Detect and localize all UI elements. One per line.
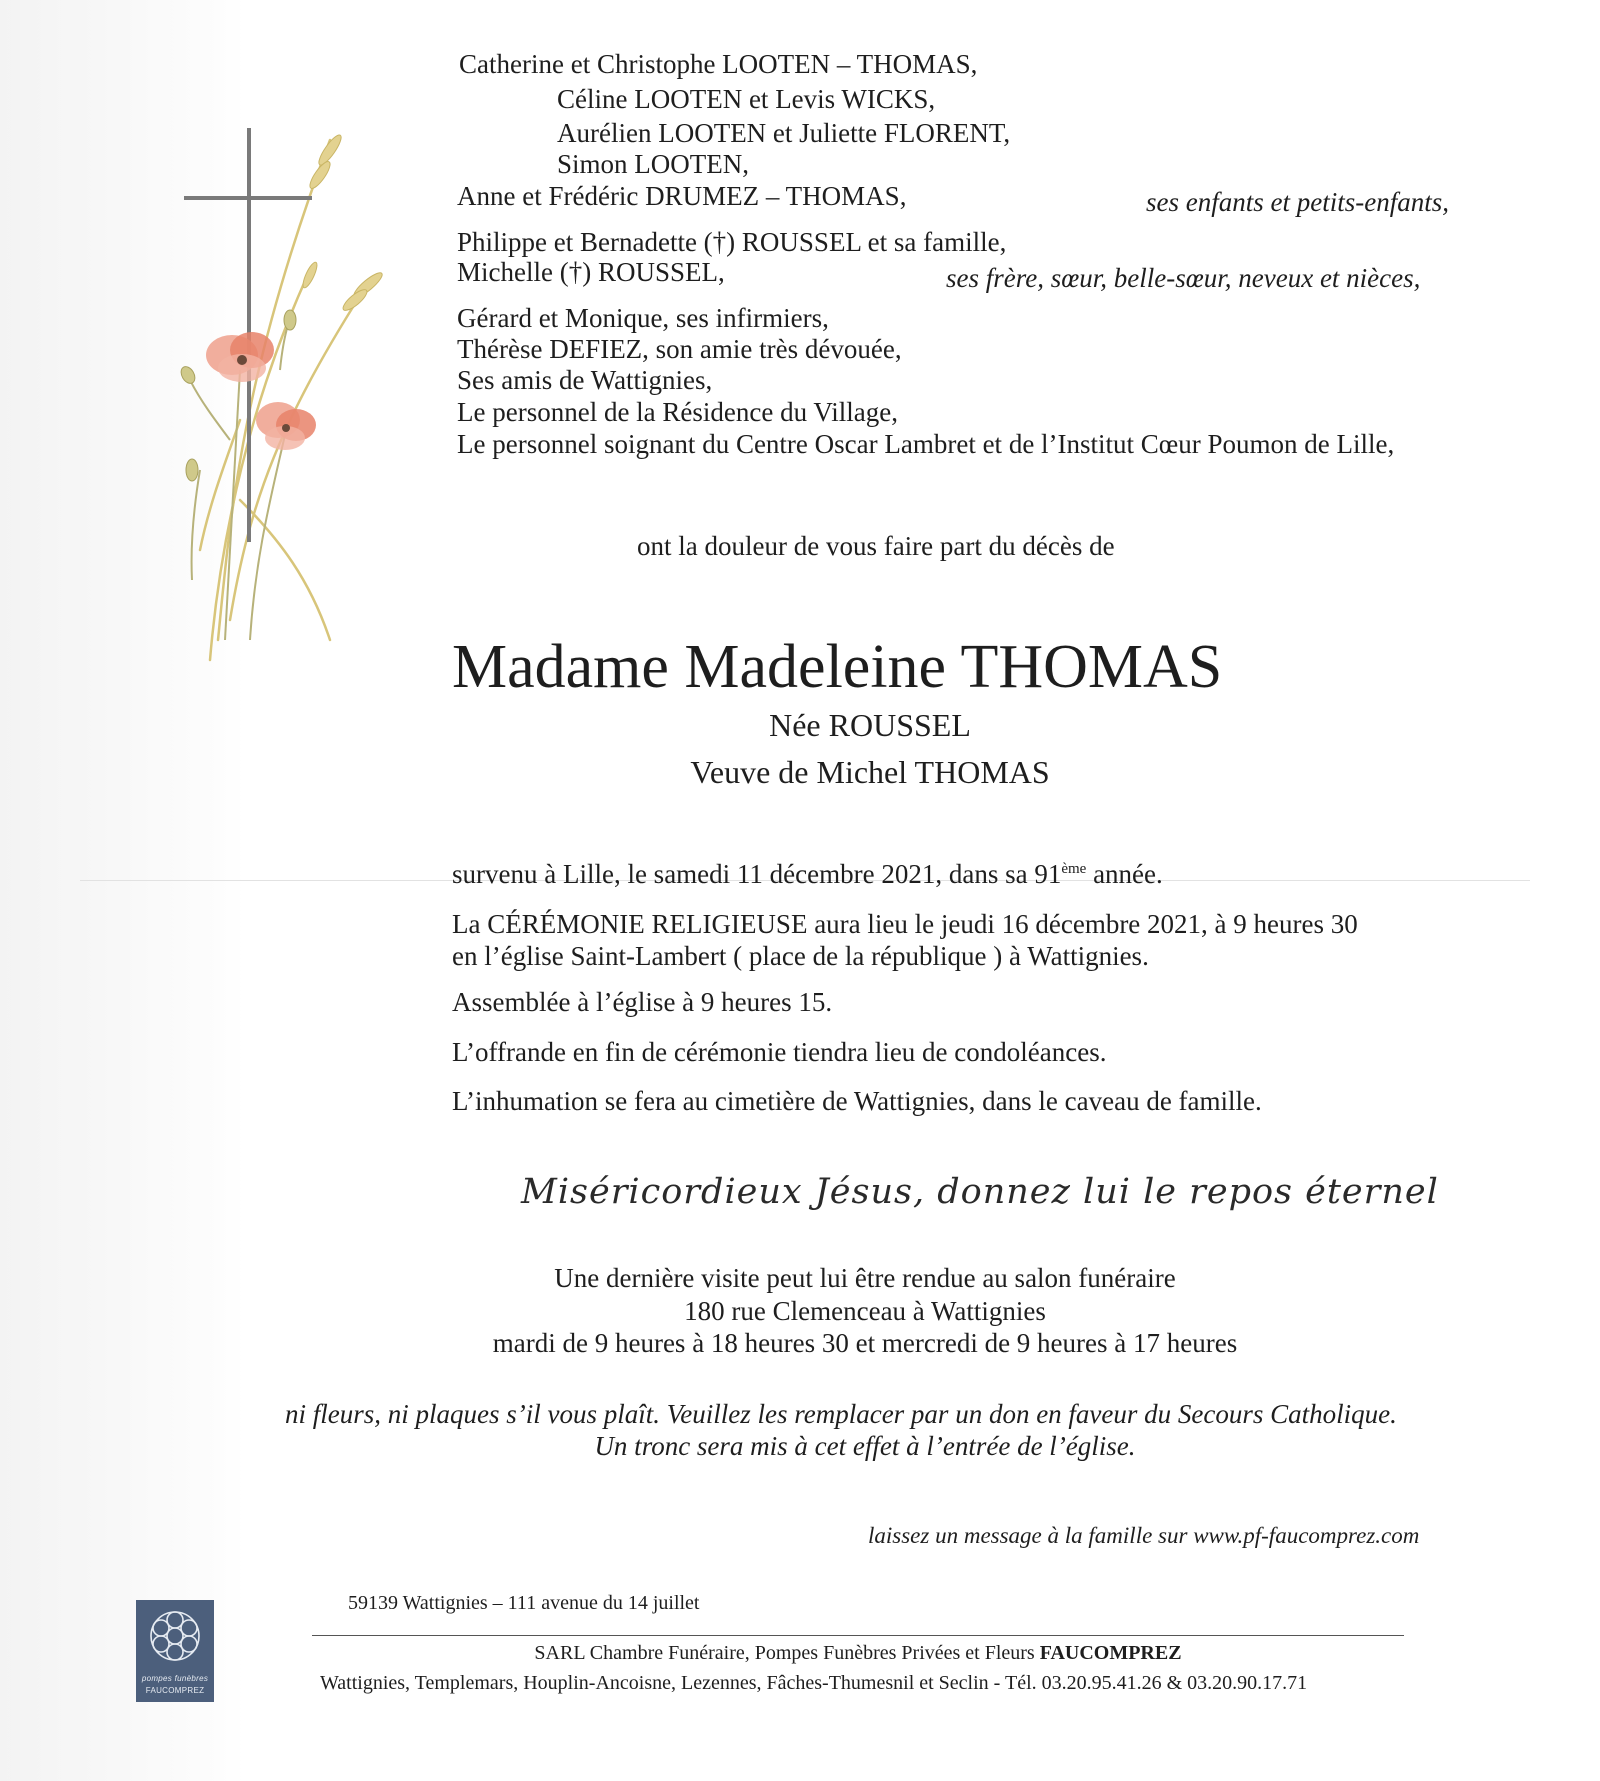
family-line-4: Simon LOOTEN,	[557, 149, 749, 179]
deceased-name: Madame Madeleine THOMAS	[452, 633, 1223, 701]
announcement-text: ont la douleur de vous faire part du décès de	[637, 531, 1115, 561]
flowers-notice: ni fleurs, ni plaques s’il vous plaît. Veuillez les remplacer par un don en faveur du Secours Catholique.	[285, 1399, 1397, 1429]
family-message-link[interactable]: laissez un message à la famille sur www.pf-faucomprez.com	[868, 1523, 1420, 1548]
family-line-7: Michelle (†) ROUSSEL,	[457, 257, 725, 287]
family-line-8: Gérard et Monique, ses infirmiers,	[457, 303, 829, 333]
family-caption-siblings: ses frère, sœur, belle-sœur, neveux et nièces,	[946, 263, 1421, 293]
family-line-3: Aurélien LOOTEN et Juliette FLORENT,	[557, 118, 1011, 148]
visit-line-1: Une dernière visite peut lui être rendue au salon funéraire	[554, 1263, 1176, 1293]
family-caption-children: ses enfants et petits-enfants,	[1146, 187, 1449, 217]
prayer-text: Miséricordieux Jésus, donnez lui le repos éternel	[521, 1172, 1439, 1212]
family-line-12: Le personnel soignant du Centre Oscar Lambret et de l’Institut Cœur Poumon de Lille,	[457, 429, 1395, 459]
ceremony-line-2: en l’église Saint-Lambert ( place de la république ) à Wattignies.	[452, 941, 1149, 971]
logo-name: FAUCOMPREZ	[145, 1686, 205, 1695]
death-details-text: survenu à Lille, le samedi 11 décembre 2021, dans sa 91	[452, 859, 1062, 889]
faucomprez-logo	[136, 1600, 214, 1702]
poppy-flower-icon	[206, 332, 274, 382]
cross-poppy-illustration	[170, 120, 460, 680]
visit-line-3: mardi de 9 heures à 18 heures 30 et mercredi de 9 heures à 17 heures	[492, 1328, 1238, 1358]
donation-box-notice: Un tronc sera mis à cet effet à l’entrée de l’église.	[594, 1431, 1136, 1461]
rosette-icon	[136, 1600, 214, 1680]
family-line-6: Philippe et Bernadette (†) ROUSSEL et sa famille,	[457, 227, 1007, 257]
ceremony-burial: L’inhumation se fera au cimetière de Wattignies, dans le caveau de famille.	[452, 1086, 1262, 1116]
visit-line-2: 180 rue Clemenceau à Wattignies	[684, 1296, 1046, 1326]
death-details-end: année.	[1086, 859, 1163, 889]
deceased-maiden-name: Née ROUSSEL	[769, 707, 971, 743]
family-line-9: Thérèse DEFIEZ, son amie très dévouée,	[457, 334, 902, 364]
family-line-11: Le personnel de la Résidence du Village,	[457, 397, 898, 427]
footer-address: 59139 Wattignies – 111 avenue du 14 juillet	[348, 1592, 700, 1614]
footer-company-text: SARL Chambre Funéraire, Pompes Funèbres Privées et Fleurs	[534, 1642, 1040, 1664]
wheat-ears	[300, 132, 385, 313]
logo-tagline: pompes funèbres	[141, 1674, 209, 1683]
family-line-5: Anne et Frédéric DRUMEZ – THOMAS,	[457, 181, 907, 211]
deceased-widow-of: Veuve de Michel THOMAS	[690, 754, 1050, 790]
footer-cities-phone: Wattignies, Templemars, Houplin-Ancoisne, Lezennes, Fâches-Thumesnil et Seclin - Tél. 03.20.95.41.26 & 03.20.90.17.71	[320, 1672, 1308, 1694]
family-line-10: Ses amis de Wattignies,	[457, 365, 713, 395]
death-details	[452, 858, 1163, 890]
ceremony-assembly: Assemblée à l’église à 9 heures 15.	[452, 987, 833, 1017]
ceremony-line-1: La CÉRÉMONIE RELIGIEUSE aura lieu le jeudi 16 décembre 2021, à 9 heures 30	[452, 909, 1358, 939]
family-line-1: Catherine et Christophe LOOTEN – THOMAS,	[459, 49, 978, 79]
wheat-stalks	[200, 140, 370, 660]
ordinal-suffix: ème	[1061, 861, 1087, 877]
footer-divider	[312, 1635, 1404, 1636]
family-line-2: Céline LOOTEN et Levis WICKS,	[557, 84, 936, 114]
poppy-flower-icon	[256, 402, 316, 450]
footer-company	[312, 1640, 1404, 1666]
footer-company-brand: FAUCOMPREZ	[1039, 1642, 1182, 1664]
ceremony-offering: L’offrande en fin de cérémonie tiendra lieu de condoléances.	[452, 1037, 1107, 1067]
